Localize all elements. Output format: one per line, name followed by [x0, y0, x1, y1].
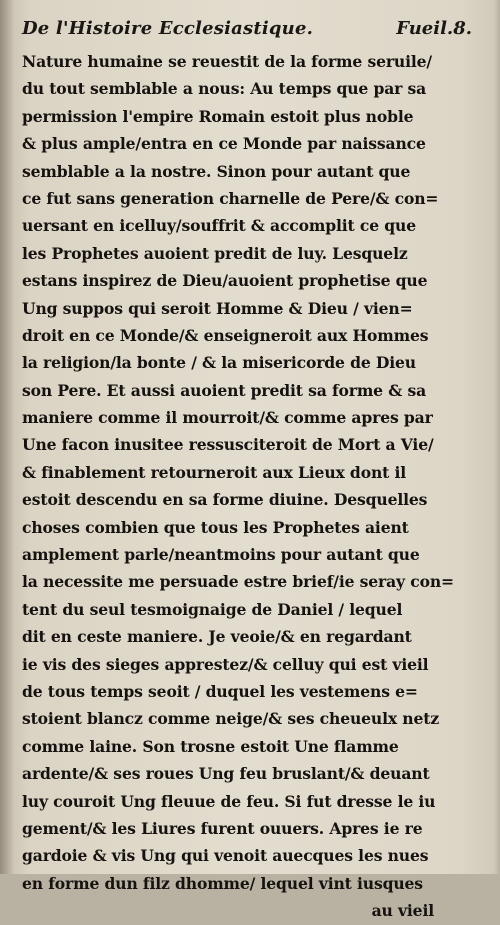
text-line: ie vis des sieges apprestez/& celluy qui est vieil — [22, 654, 429, 674]
text-line: & plus ample/entra en ce Monde par naissance — [22, 134, 426, 154]
text-line: gement/& les Liures furent ouuers. Apres ie re — [22, 818, 423, 838]
text-line: estoit descendu en sa forme diuine. Desquelles — [22, 490, 428, 510]
text-line: & finablement retourneroit aux Lieux dont il — [22, 462, 407, 482]
text-line: semblable a la nostre. Sinon pour autant que — [22, 161, 411, 181]
text-line: son Pere. Et aussi auoient predit sa forme & sa — [22, 380, 427, 400]
text-line: Une facon inusitee ressusciteroit de Mort a Vie/ — [22, 435, 434, 455]
text-line: amplement parle/neantmoins pour autant que — [22, 545, 420, 565]
text-line: ardente/& ses roues Ung feu bruslant/& deuant — [22, 764, 430, 784]
text-line: stoient blancz comme neige/& ses cheueulx netz — [22, 709, 440, 729]
text-line: gardoie & vis Ung qui venoit auecques les nues — [22, 846, 429, 866]
catchword-line: au vieil — [371, 901, 434, 921]
text-line: du tout semblable a nous: Au temps que par sa — [22, 79, 427, 99]
running-head — [22, 12, 472, 46]
text-line: choses combien que tous les Prophetes aient — [22, 517, 409, 537]
text-line: dit en ceste maniere. Je veoie/& en regardant — [22, 627, 412, 647]
text-line: comme laine. Son trosne estoit Une flamme — [22, 736, 399, 756]
text-line: luy couroit Ung fleuue de feu. Si fut dresse le iu — [22, 791, 436, 811]
text-block — [22, 48, 474, 925]
spine-shadow — [0, 0, 14, 874]
text-line: en forme dun filz dhomme/ lequel vint iusques — [22, 873, 423, 893]
page-edge — [494, 0, 500, 874]
text-line: uersant en icelluy/souffrit & accomplit ce que — [22, 216, 416, 236]
text-line: tent du seul tesmoignaige de Daniel / lequel — [22, 599, 403, 619]
text-line: Ung suppos qui seroit Homme & Dieu / vien= — [22, 298, 413, 318]
text-line: la necessite me persuade estre brief/ie seray con= — [22, 572, 454, 592]
text-line: estans inspirez de Dieu/auoient prophetise que — [22, 271, 428, 291]
text-line: ce fut sans generation charnelle de Pere/& con= — [22, 188, 439, 208]
text-line: droit en ce Monde/& enseigneroit aux Hommes — [22, 325, 429, 345]
text-line: de tous temps seoit / duquel les vestemens e= — [22, 681, 418, 701]
text-line: la religion/la bonte / & la misericorde de Dieu — [22, 353, 416, 373]
folio-number: Fueil.8. — [396, 18, 472, 39]
text-line: Nature humaine se reuestit de la forme seruile/ — [22, 52, 432, 71]
text-line: permission l'empire Romain estoit plus noble — [22, 106, 414, 126]
text-line: les Prophetes auoient predit de luy. Lesquelz — [22, 243, 408, 263]
running-title: De l'Histoire Ecclesiastique. — [22, 18, 314, 39]
text-line: maniere comme il mourroit/& comme apres par — [22, 408, 433, 428]
